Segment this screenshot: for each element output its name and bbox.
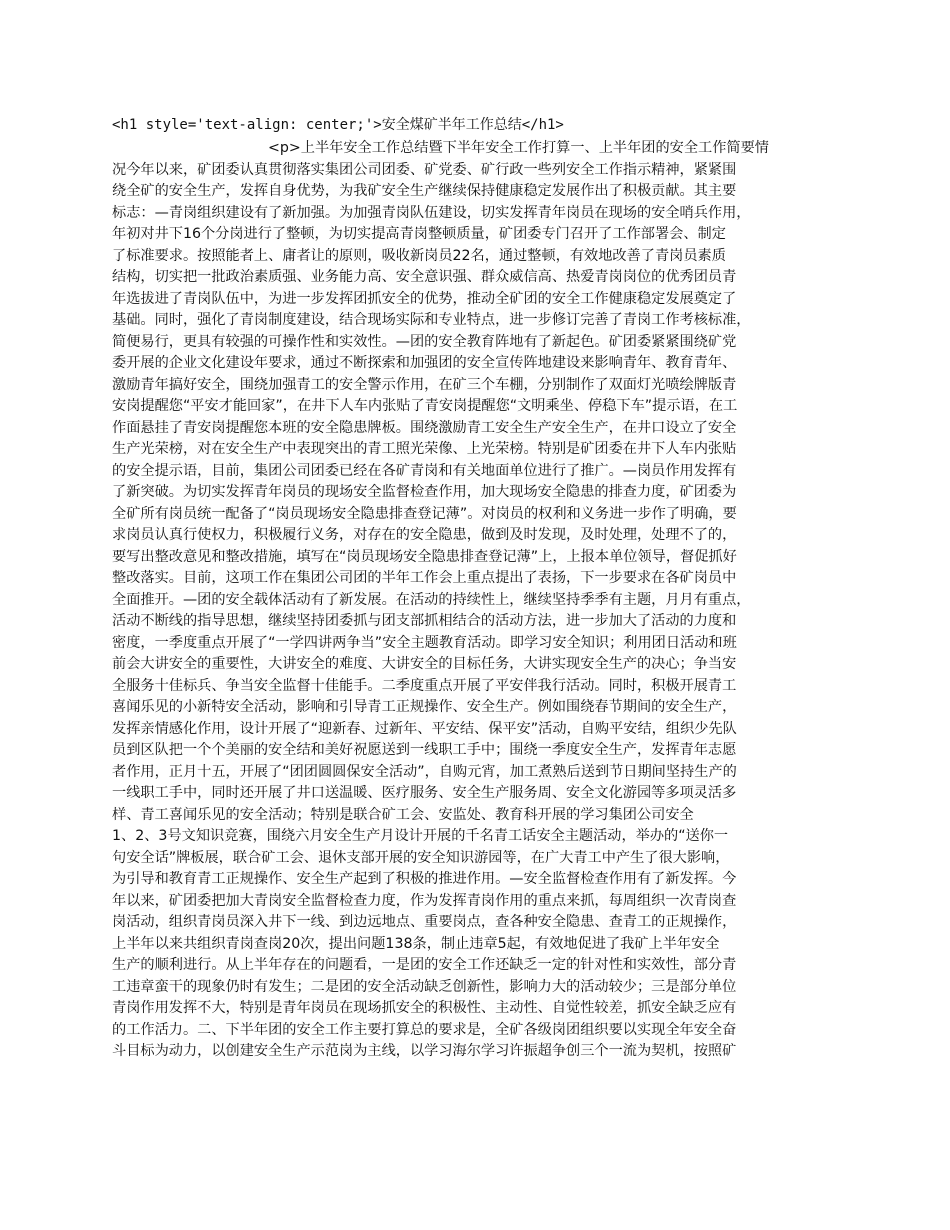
body-text-line: 一线职工手中，同时还开展了井口送温暖、医疗服务、安全生产服务周、安全文化游园等多项灵活多 (112, 785, 737, 801)
body-text-line: 基础。同时，强化了青岗制度建设，结合现场实际和专业特点，进一步修订完善了青岗工作考核标准， (112, 312, 751, 328)
document-body (112, 138, 842, 1063)
body-text-line: 1、2、3号文知识竞赛，围绕六月安全生产月设计开展的千名青工话安全主题活动，举办的“送你一 (112, 828, 729, 844)
body-text-line: 密度，一季度重点开展了“一学四讲两争当”安全主题教育活动。即学习安全知识；利用团日活动和班 (112, 634, 737, 651)
body-text-line: 为引导和教育青工正规操作、安全生产起到了积极的推进作用。—安全监督检查作用有了新发挥。今 (112, 871, 737, 887)
body-text-line: 年初对井下16个分岗进行了整顿，为切实提高青岗整顿质量，矿团委专门召开了工作部署会、制定 (112, 226, 726, 242)
body-text-line: 者作用，正月十五，开展了“团团圆圆保安全活动”，自购元宵，加工煮熟后送到节日期间坚持生产的 (112, 763, 737, 780)
body-text-line: 员到区队把一个个美丽的安全结和美好祝愿送到一线职工手中；围绕一季度安全生产，发挥青年志愿 (112, 742, 737, 758)
body-text-line: 作面悬挂了青安岗提醒您本班的安全隐患牌板。围绕激励青工安全生产安全生产，在井口设立了安全 (112, 419, 737, 436)
body-text-line: 激励青年搞好安全，围绕加强青工的安全警示作用，在矿三个车棚，分别制作了双面灯光喷绘牌版青 (112, 376, 737, 393)
body-text-line: <p>上半年安全工作总结暨下半年安全工作打算一、上半年团的安全工作简要情 (268, 140, 769, 156)
body-text-line: 全服务十佳标兵、争当安全监督十佳能手。二季度重点开展了平安伴我行活动。同时，积极开展青工 (112, 677, 737, 694)
body-text-line: 求岗员认真行使权力，积极履行义务，对存在的安全隐患，做到及时发现，及时处理，处理不了的， (112, 527, 737, 543)
body-text-line: 发挥亲情感化作用，设计开展了“迎新春、过新年、平安结、保平安”活动，自购平安结，组织少先队 (112, 720, 737, 737)
body-text-line: 了新突破。为切实发挥青年岗员的现场安全监督检查作用，加大现场安全隐患的排查力度，矿团委为 (112, 484, 737, 500)
body-text-line: 年选拔进了青岗队伍中，为进一步发挥团抓安全的优势，推动全矿团的安全工作健康稳定发展奠定了 (112, 290, 737, 307)
body-text-line: 句安全话”牌板展，联合矿工会、退休支部开展的安全知识游园等，在广大青工中产生了很大影响， (112, 849, 730, 866)
body-text-line: 要写出整改意见和整改措施，填写在“岗员现场安全隐患排查登记薄”上，上报本单位领导，督促抓好 (112, 548, 737, 565)
body-text-line: 样、青工喜闻乐见的安全活动；特别是联合矿工会、安监处、教育科开展的学习集团公司安全 (112, 806, 694, 823)
body-text-line: 生产的顺利进行。从上半年存在的问题看，一是团的安全工作还缺乏一定的针对性和实效性，部分青 (112, 957, 737, 973)
body-text-line: 标志：—青岗组织建设有了新加强。为加强青岗队伍建设，切实发挥青年岗员在现场的安全哨兵作用， (112, 204, 751, 221)
body-text-line: 况今年以来，矿团委认真贯彻落实集团公司团委、矿党委、矿行政一些列安全工作指示精神，紧紧围 (112, 161, 737, 178)
body-text-line: 整改落实。目前，这项工作在集团公司团的半年工作会上重点提出了表扬，下一步要求在各矿岗员中 (112, 570, 737, 586)
body-text-line: 全矿所有岗员统一配备了“岗员现场安全隐患排查登记薄”。对岗员的权利和义务进一步作了明确，要 (112, 505, 737, 522)
document-page (112, 112, 842, 1063)
body-text-line: 委开展的企业文化建设年要求，通过不断探索和加强团的安全宣传阵地建设来影响青年、教育青年、 (112, 355, 737, 371)
body-text-line: 斗目标为动力，以创建安全生产示范岗为主线，以学习海尔学习许振超争创三个一流为契机，按照矿 (112, 1043, 737, 1059)
body-text-line: 岗活动，组织青岗员深入井下一线、到边远地点、重要岗点，查各种安全隐患、查青工的正规操作， (112, 914, 737, 930)
body-text-line: 工违章蛮干的现象仍时有发生；二是团的安全活动缺乏创新性，影响力大的活动较少；三是部分单位 (112, 978, 737, 995)
body-text-line: 生产光荣榜，对在安全生产中表现突出的青工照光荣像、上光荣榜。特别是矿团委在井下人车内张贴 (112, 441, 737, 457)
body-text-line: 前会大讲安全的重要性，大讲安全的难度、大讲安全的目标任务，大讲实现安全生产的决心；争当安 (112, 656, 737, 672)
raw-heading-markup: <h1 style='text-align: center;'>安全煤矿半年工作总结</h1> (112, 117, 564, 133)
body-text-line: 安岗提醒您“平安才能回家”，在井下人车内张贴了青安岗提醒您“文明乘坐、停稳下车”提示语，在工 (112, 398, 738, 414)
body-text-line: 简便易行，更具有较强的可操作性和实效性。—团的安全教育阵地有了新起色。矿团委紧紧围绕矿党 (112, 333, 737, 350)
body-text-line: 结构，切实把一批政治素质强、业务能力高、安全意识强、群众威信高、热爱青岗岗位的优秀团员青 (112, 269, 737, 285)
body-text-line: 全面推开。—团的安全载体活动有了新发展。在活动的持续性上，继续坚持季季有主题，月月有重点， (112, 591, 751, 608)
body-text-line: 绕全矿的安全生产，发挥自身优势，为我矿安全生产继续保持健康稳定发展作出了积极贡献。其主要 (112, 183, 737, 199)
body-text-line: 喜闻乐见的小新特安全活动，影响和引导青工正规操作、安全生产。例如围绕春节期间的安全生产， (112, 699, 737, 715)
body-text-line: 青岗作用发挥不大，特别是青年岗员在现场抓安全的积极性、主动性、自觉性较差，抓安全缺乏应有 (112, 1000, 737, 1016)
body-text-line: 的安全提示语，目前，集团公司团委已经在各矿青岗和有关地面单位进行了推广。—岗员作用发挥有 (112, 462, 737, 479)
body-text-line: 年以来，矿团委把加大青岗安全监督检查力度，作为发挥青岗作用的重点来抓，每周组织一次青岗查 (112, 892, 737, 909)
body-text-line: 了标准要求。按照能者上、庸者让的原则，吸收新岗员22名，通过整顿，有效地改善了青岗员素质 (112, 247, 726, 264)
body-text-line: 活动不断线的指导思想，继续坚持团委抓与团支部抓相结合的活动方法，进一步加大了活动的力度和 (112, 613, 737, 629)
body-text-line: 的工作活力。二、下半年团的安全工作主要打算总的要求是，全矿各级岗团组织要以实现全年安全奋 (112, 1021, 737, 1038)
body-text-line: 上半年以来共组织青岗查岗20次，提出问题138条，制止违章5起，有效地促进了我矿上半年安全 (112, 935, 720, 952)
